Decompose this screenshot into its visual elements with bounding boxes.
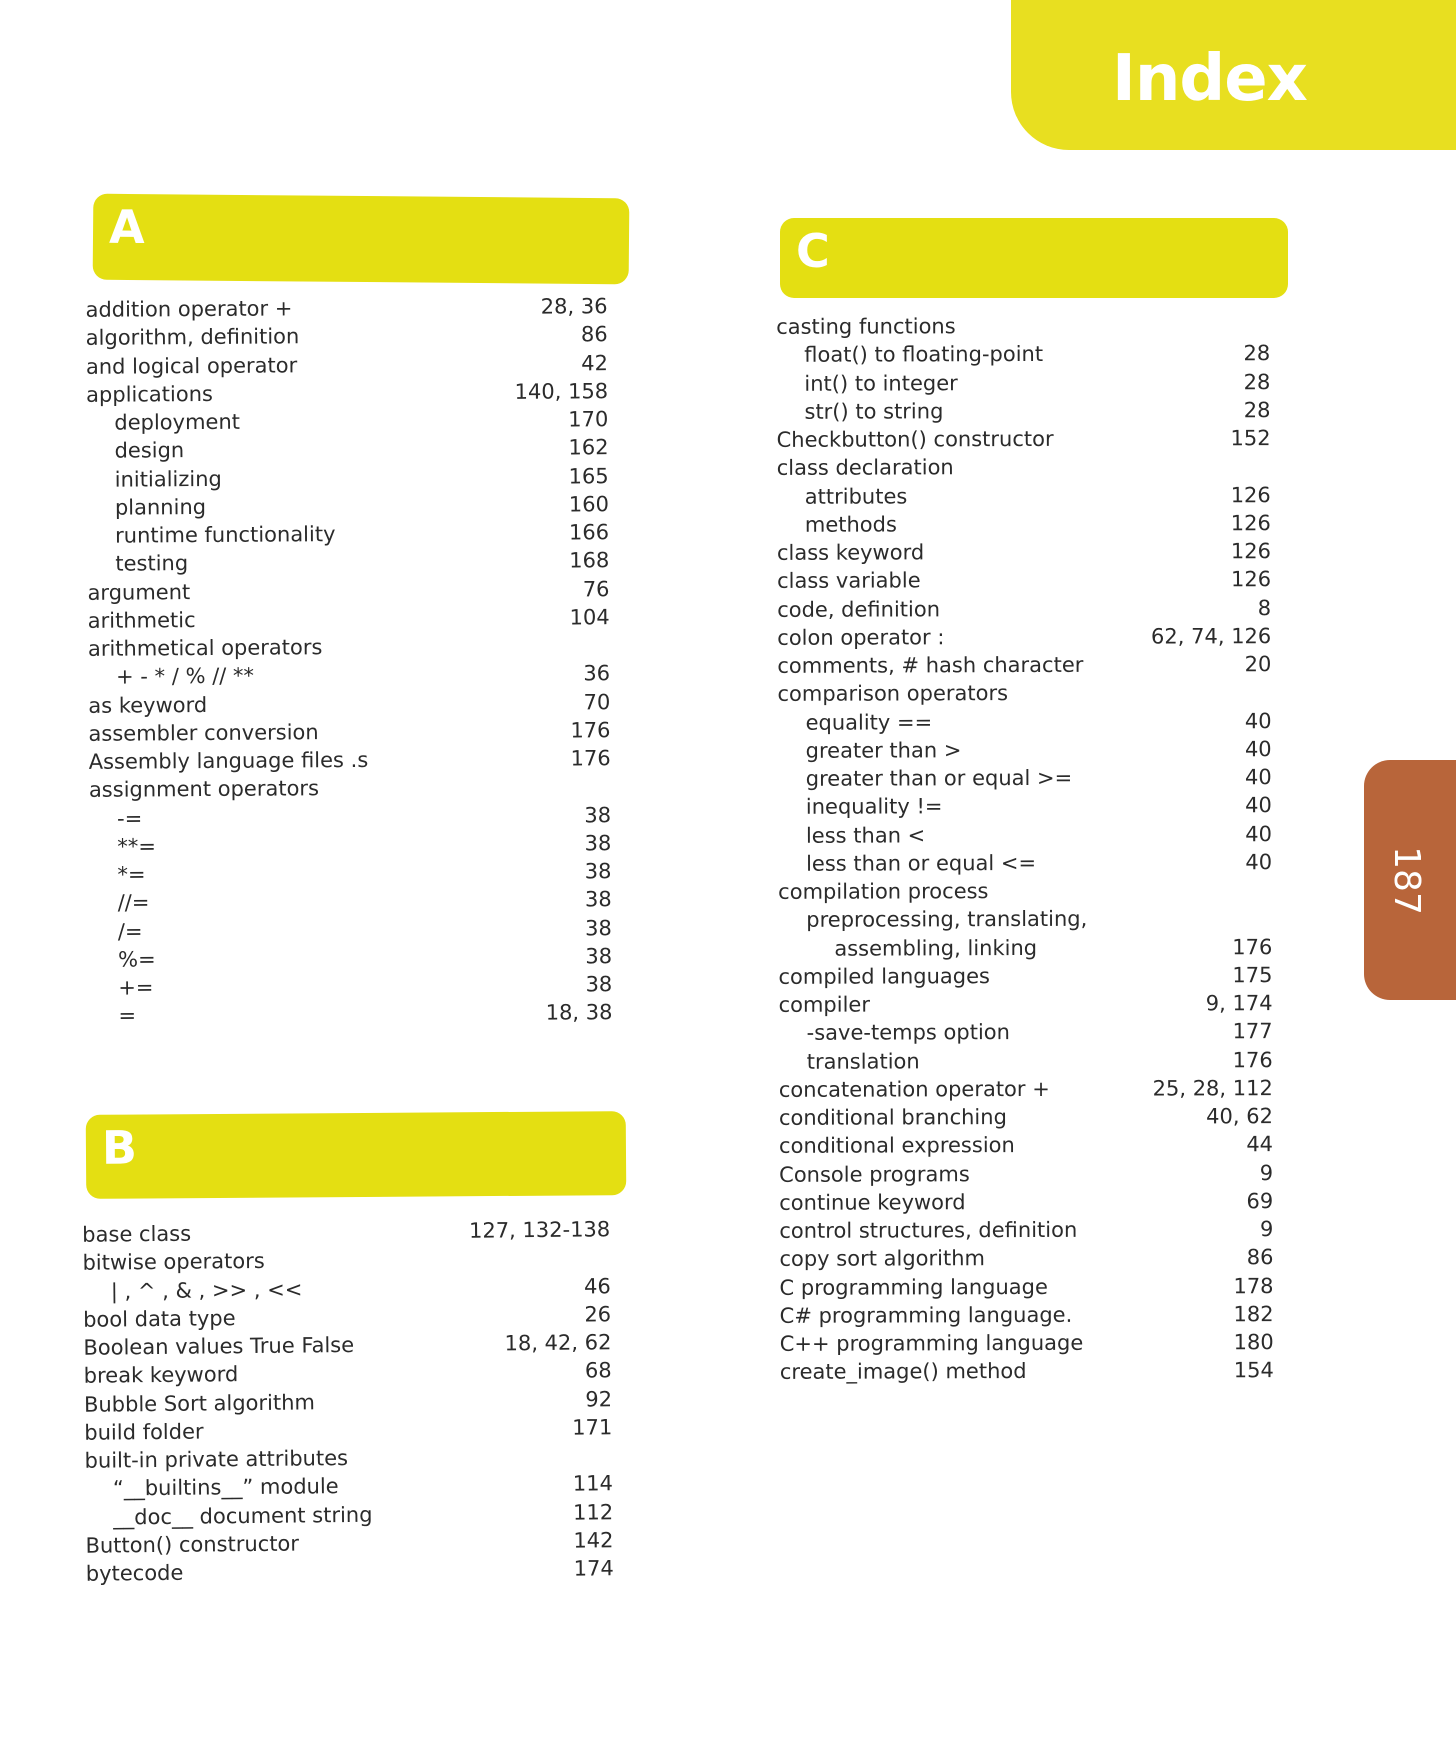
entry-pages: 42 — [581, 350, 609, 375]
entry-pages: 9, 174 — [1205, 991, 1273, 1016]
entry-pages: 68 — [584, 1358, 612, 1383]
entry-pages: 160 — [568, 491, 609, 517]
entry-pages: 40 — [1245, 793, 1272, 818]
index-entry — [779, 1187, 1273, 1217]
entry-term: Assembly language files .s — [88, 747, 369, 774]
entry-term: inequality != — [805, 794, 943, 820]
index-entry — [777, 594, 1271, 624]
entry-pages: 180 — [1233, 1330, 1274, 1355]
entry-term: base class — [82, 1221, 192, 1247]
entry-pages: 40 — [1245, 821, 1272, 846]
entry-pages: 38 — [585, 915, 612, 940]
page-number-label: 187 — [1385, 845, 1427, 915]
entry-term: Checkbutton() constructor — [776, 426, 1054, 452]
entry-pages: 38 — [585, 943, 613, 969]
entry-pages: 40, 62 — [1206, 1104, 1273, 1129]
entry-pages: 18, 42, 62 — [504, 1330, 612, 1356]
entry-pages: 38 — [585, 972, 613, 997]
entry-pages: 176 — [1232, 934, 1273, 959]
entry-term: assembler conversion — [88, 719, 319, 746]
index-entry — [90, 942, 612, 974]
index-entry — [87, 518, 609, 550]
index-entry — [90, 914, 612, 946]
page-title: Index — [1112, 42, 1307, 116]
entry-term: __doc__ document string — [113, 1502, 373, 1529]
entry-term: comments, # hash character — [777, 652, 1084, 678]
entry-pages: 9 — [1259, 1217, 1274, 1242]
entry-term: //= — [117, 890, 150, 915]
index-entry — [780, 1328, 1274, 1358]
entry-pages: 25, 28, 112 — [1152, 1075, 1273, 1101]
entry-pages: 178 — [1233, 1273, 1274, 1298]
index-entry — [776, 368, 1270, 398]
entry-term: C programming language — [779, 1274, 1048, 1300]
index-entry — [88, 659, 610, 691]
index-entry — [777, 622, 1271, 652]
entry-term: compilation process — [778, 879, 989, 904]
entry-term: create_image() method — [779, 1359, 1027, 1385]
index-entry — [90, 998, 612, 1030]
entry-term: colon operator : — [777, 625, 945, 650]
index-entry — [777, 424, 1271, 454]
entry-pages: 165 — [568, 463, 609, 488]
entry-pages: 20 — [1244, 652, 1272, 677]
entry-term: and logical operator — [85, 352, 298, 379]
index-entry — [778, 933, 1272, 963]
entry-term: arithmetic — [87, 607, 196, 633]
index-entry — [779, 1159, 1273, 1189]
entry-pages: 168 — [569, 548, 610, 573]
entry-term: control structures, definition — [779, 1217, 1078, 1243]
section-c-entries — [776, 311, 1274, 1386]
entry-pages: 69 — [1246, 1188, 1274, 1213]
entry-pages: 152 — [1230, 426, 1271, 451]
entry-term: bitwise operators — [82, 1249, 265, 1276]
entry-pages: 176 — [570, 717, 611, 743]
index-entry — [89, 744, 611, 776]
entry-pages: 126 — [1230, 539, 1272, 564]
entry-pages: 44 — [1246, 1132, 1274, 1157]
entry-term: design — [114, 438, 185, 463]
section-a-entries — [85, 292, 612, 1030]
entry-pages: 28 — [1243, 397, 1271, 422]
index-entry — [777, 678, 1271, 708]
entry-pages: 38 — [584, 887, 612, 912]
entry-term: less than < — [805, 822, 926, 848]
entry-term: conditional expression — [778, 1133, 1015, 1159]
entry-term: argument — [87, 579, 191, 605]
section-header-b — [86, 1111, 627, 1199]
page-number — [1364, 760, 1448, 1000]
index-entry — [87, 546, 609, 578]
index-entry — [778, 820, 1272, 850]
entry-term: class variable — [777, 568, 921, 594]
index-entry — [776, 311, 1270, 341]
entry-pages: 36 — [583, 661, 611, 686]
entry-term: arithmetical operators — [87, 635, 323, 661]
index-entry — [778, 848, 1272, 878]
entry-term: equality == — [805, 709, 933, 735]
entry-pages: 86 — [580, 322, 608, 347]
entry-term: += — [118, 975, 154, 1000]
entry-term: deployment — [114, 409, 241, 435]
index-entry — [90, 970, 612, 1002]
entry-pages: 176 — [1232, 1047, 1273, 1072]
index-entry — [777, 509, 1271, 539]
entry-term: addition operator + — [85, 296, 293, 322]
entry-term: int() to integer — [804, 370, 958, 396]
index-entry — [778, 707, 1272, 737]
index-entry — [777, 650, 1271, 680]
entry-term: break keyword — [83, 1362, 239, 1389]
entry-term: str() to string — [804, 399, 944, 424]
entry-term: translation — [806, 1048, 920, 1074]
entry-term: assembling, linking — [834, 935, 1038, 961]
index-entry — [90, 885, 612, 917]
entry-term: = — [118, 1003, 137, 1028]
entry-term: **= — [117, 834, 156, 859]
entry-term: compiled languages — [778, 963, 990, 989]
entry-term: comparison operators — [777, 681, 1009, 707]
index-entry — [88, 603, 610, 635]
entry-term: /= — [117, 918, 143, 944]
entry-pages: 38 — [584, 830, 612, 856]
index-entry — [779, 1272, 1273, 1302]
entry-pages: 154 — [1233, 1358, 1274, 1383]
index-entry — [779, 1074, 1273, 1104]
entry-term: C++ programming language — [779, 1330, 1084, 1356]
entry-pages: 171 — [572, 1414, 613, 1440]
index-entry — [778, 876, 1272, 906]
entry-pages: 176 — [570, 746, 611, 771]
section-letter: A — [108, 199, 145, 255]
entry-term: code, definition — [777, 596, 941, 622]
index-entry — [777, 537, 1271, 567]
index-entry — [85, 292, 607, 324]
index-entry — [776, 339, 1270, 369]
entry-pages: 162 — [568, 435, 609, 460]
index-entry — [779, 1102, 1273, 1132]
index-entry — [778, 763, 1272, 793]
entry-pages: 142 — [573, 1527, 614, 1553]
entry-term: *= — [117, 862, 146, 887]
index-entry — [86, 377, 608, 409]
entry-pages: 40 — [1244, 708, 1272, 733]
entry-term: assignment operators — [88, 776, 320, 803]
index-entry — [88, 716, 610, 748]
section-letter: C — [796, 224, 830, 278]
entry-pages: 8 — [1257, 595, 1272, 620]
entry-pages: 182 — [1233, 1301, 1274, 1327]
section-b-entries — [82, 1215, 614, 1588]
entry-pages: 38 — [584, 859, 612, 884]
entry-term: Bubble Sort algorithm — [83, 1389, 316, 1417]
entry-term: greater than or equal >= — [805, 765, 1073, 791]
index-entry — [779, 1243, 1273, 1273]
entry-term: conditional branching — [778, 1105, 1007, 1130]
entry-pages: 92 — [585, 1386, 613, 1412]
entry-term: -save-temps option — [806, 1020, 1010, 1046]
entry-pages: 166 — [568, 520, 610, 545]
entry-term: runtime functionality — [115, 522, 336, 548]
index-entry — [779, 1130, 1273, 1160]
index-entry — [86, 349, 608, 381]
entry-term: C# programming language. — [779, 1302, 1073, 1328]
section-header-c — [780, 218, 1288, 298]
entry-pages: 114 — [572, 1471, 613, 1496]
entry-term: class declaration — [776, 455, 954, 481]
entry-term: -= — [117, 805, 143, 831]
index-entry — [86, 1554, 614, 1588]
entry-pages: 28, 36 — [540, 294, 608, 319]
index-entry — [779, 1046, 1273, 1076]
entry-pages: 40 — [1244, 736, 1272, 761]
entry-pages: 104 — [569, 604, 610, 630]
entry-term: preprocessing, translating, — [806, 907, 1088, 933]
entry-term: class keyword — [776, 540, 925, 565]
index-entry — [86, 433, 608, 465]
entry-pages: 9 — [1259, 1160, 1274, 1185]
entry-term: applications — [86, 381, 213, 407]
index-entry — [86, 320, 608, 352]
entry-pages: 175 — [1232, 962, 1273, 988]
entry-pages: 177 — [1232, 1019, 1273, 1044]
index-entry — [779, 1215, 1273, 1245]
index-entry — [777, 565, 1271, 595]
index-entry — [778, 904, 1272, 934]
entry-term: algorithm, definition — [85, 324, 300, 351]
entry-pages: 40 — [1244, 765, 1272, 790]
entry-pages: 70 — [583, 689, 611, 714]
index-entry — [87, 490, 609, 522]
entry-term: greater than > — [805, 737, 962, 763]
index-entry — [88, 631, 610, 663]
entry-term: attributes — [804, 483, 908, 509]
entry-term: concatenation operator + — [778, 1076, 1050, 1102]
entry-pages: 126 — [1230, 567, 1272, 592]
index-entry — [778, 735, 1272, 765]
entry-pages: 18, 38 — [545, 1000, 613, 1025]
entry-term: less than or equal <= — [806, 850, 1037, 876]
entry-pages: 26 — [584, 1301, 612, 1327]
entry-term: initializing — [114, 466, 222, 492]
entry-pages: 126 — [1230, 482, 1271, 507]
entry-term: bytecode — [85, 1560, 184, 1586]
index-entry — [776, 396, 1270, 426]
index-entry — [89, 857, 611, 889]
entry-term: built-in private attributes — [84, 1446, 349, 1473]
entry-pages: 170 — [568, 407, 609, 432]
index-entry — [780, 1300, 1274, 1330]
entry-term: “__builtins__” module — [112, 1474, 339, 1501]
entry-pages: 46 — [583, 1273, 611, 1299]
entry-pages: 126 — [1230, 510, 1271, 536]
entry-term: casting functions — [776, 314, 956, 339]
entry-term: continue keyword — [779, 1189, 966, 1215]
index-entry — [87, 462, 609, 494]
entry-pages: 40 — [1245, 849, 1273, 874]
index-entry — [89, 772, 611, 804]
index-entry — [88, 688, 610, 720]
index-entry — [777, 481, 1271, 511]
index-entry — [778, 791, 1272, 821]
entry-pages: 174 — [573, 1556, 614, 1581]
entry-pages: 127, 132-138 — [468, 1217, 611, 1243]
index-entry — [89, 829, 611, 861]
entry-pages: 62, 74, 126 — [1150, 623, 1272, 649]
entry-term: compiler — [778, 992, 870, 1017]
entry-term: Console programs — [779, 1161, 970, 1187]
section-header-a — [93, 194, 630, 285]
entry-term: build folder — [84, 1419, 204, 1445]
index-entry — [86, 405, 608, 437]
entry-pages: 140, 158 — [514, 378, 609, 404]
entry-term: float() to floating-point — [804, 342, 1044, 368]
index-entry — [779, 1017, 1273, 1047]
entry-term: planning — [114, 494, 207, 520]
entry-term: Boolean values True False — [83, 1332, 355, 1360]
entry-term: | , ^ , & , >> , << — [110, 1276, 303, 1303]
entry-pages: 112 — [572, 1499, 614, 1525]
entry-term: copy sort algorithm — [779, 1246, 985, 1272]
entry-pages: 28 — [1243, 341, 1271, 366]
index-entry — [778, 961, 1272, 991]
entry-term: + - * / % // ** — [116, 663, 255, 689]
entry-term: Button() constructor — [85, 1531, 300, 1558]
index-entry — [87, 575, 609, 607]
entry-term: methods — [804, 512, 897, 537]
entry-term: as keyword — [88, 692, 208, 718]
section-letter: B — [101, 1120, 138, 1175]
entry-term: %= — [117, 947, 156, 972]
index-entry — [778, 989, 1272, 1019]
entry-pages: 38 — [584, 802, 612, 827]
index-entry — [89, 801, 611, 833]
entry-term: testing — [115, 551, 189, 576]
entry-term: bool data type — [83, 1305, 236, 1332]
entry-pages: 86 — [1246, 1245, 1274, 1270]
entry-pages: 28 — [1243, 369, 1271, 394]
entry-pages: 76 — [582, 576, 610, 601]
index-entry — [780, 1356, 1274, 1386]
index-entry — [777, 452, 1271, 482]
